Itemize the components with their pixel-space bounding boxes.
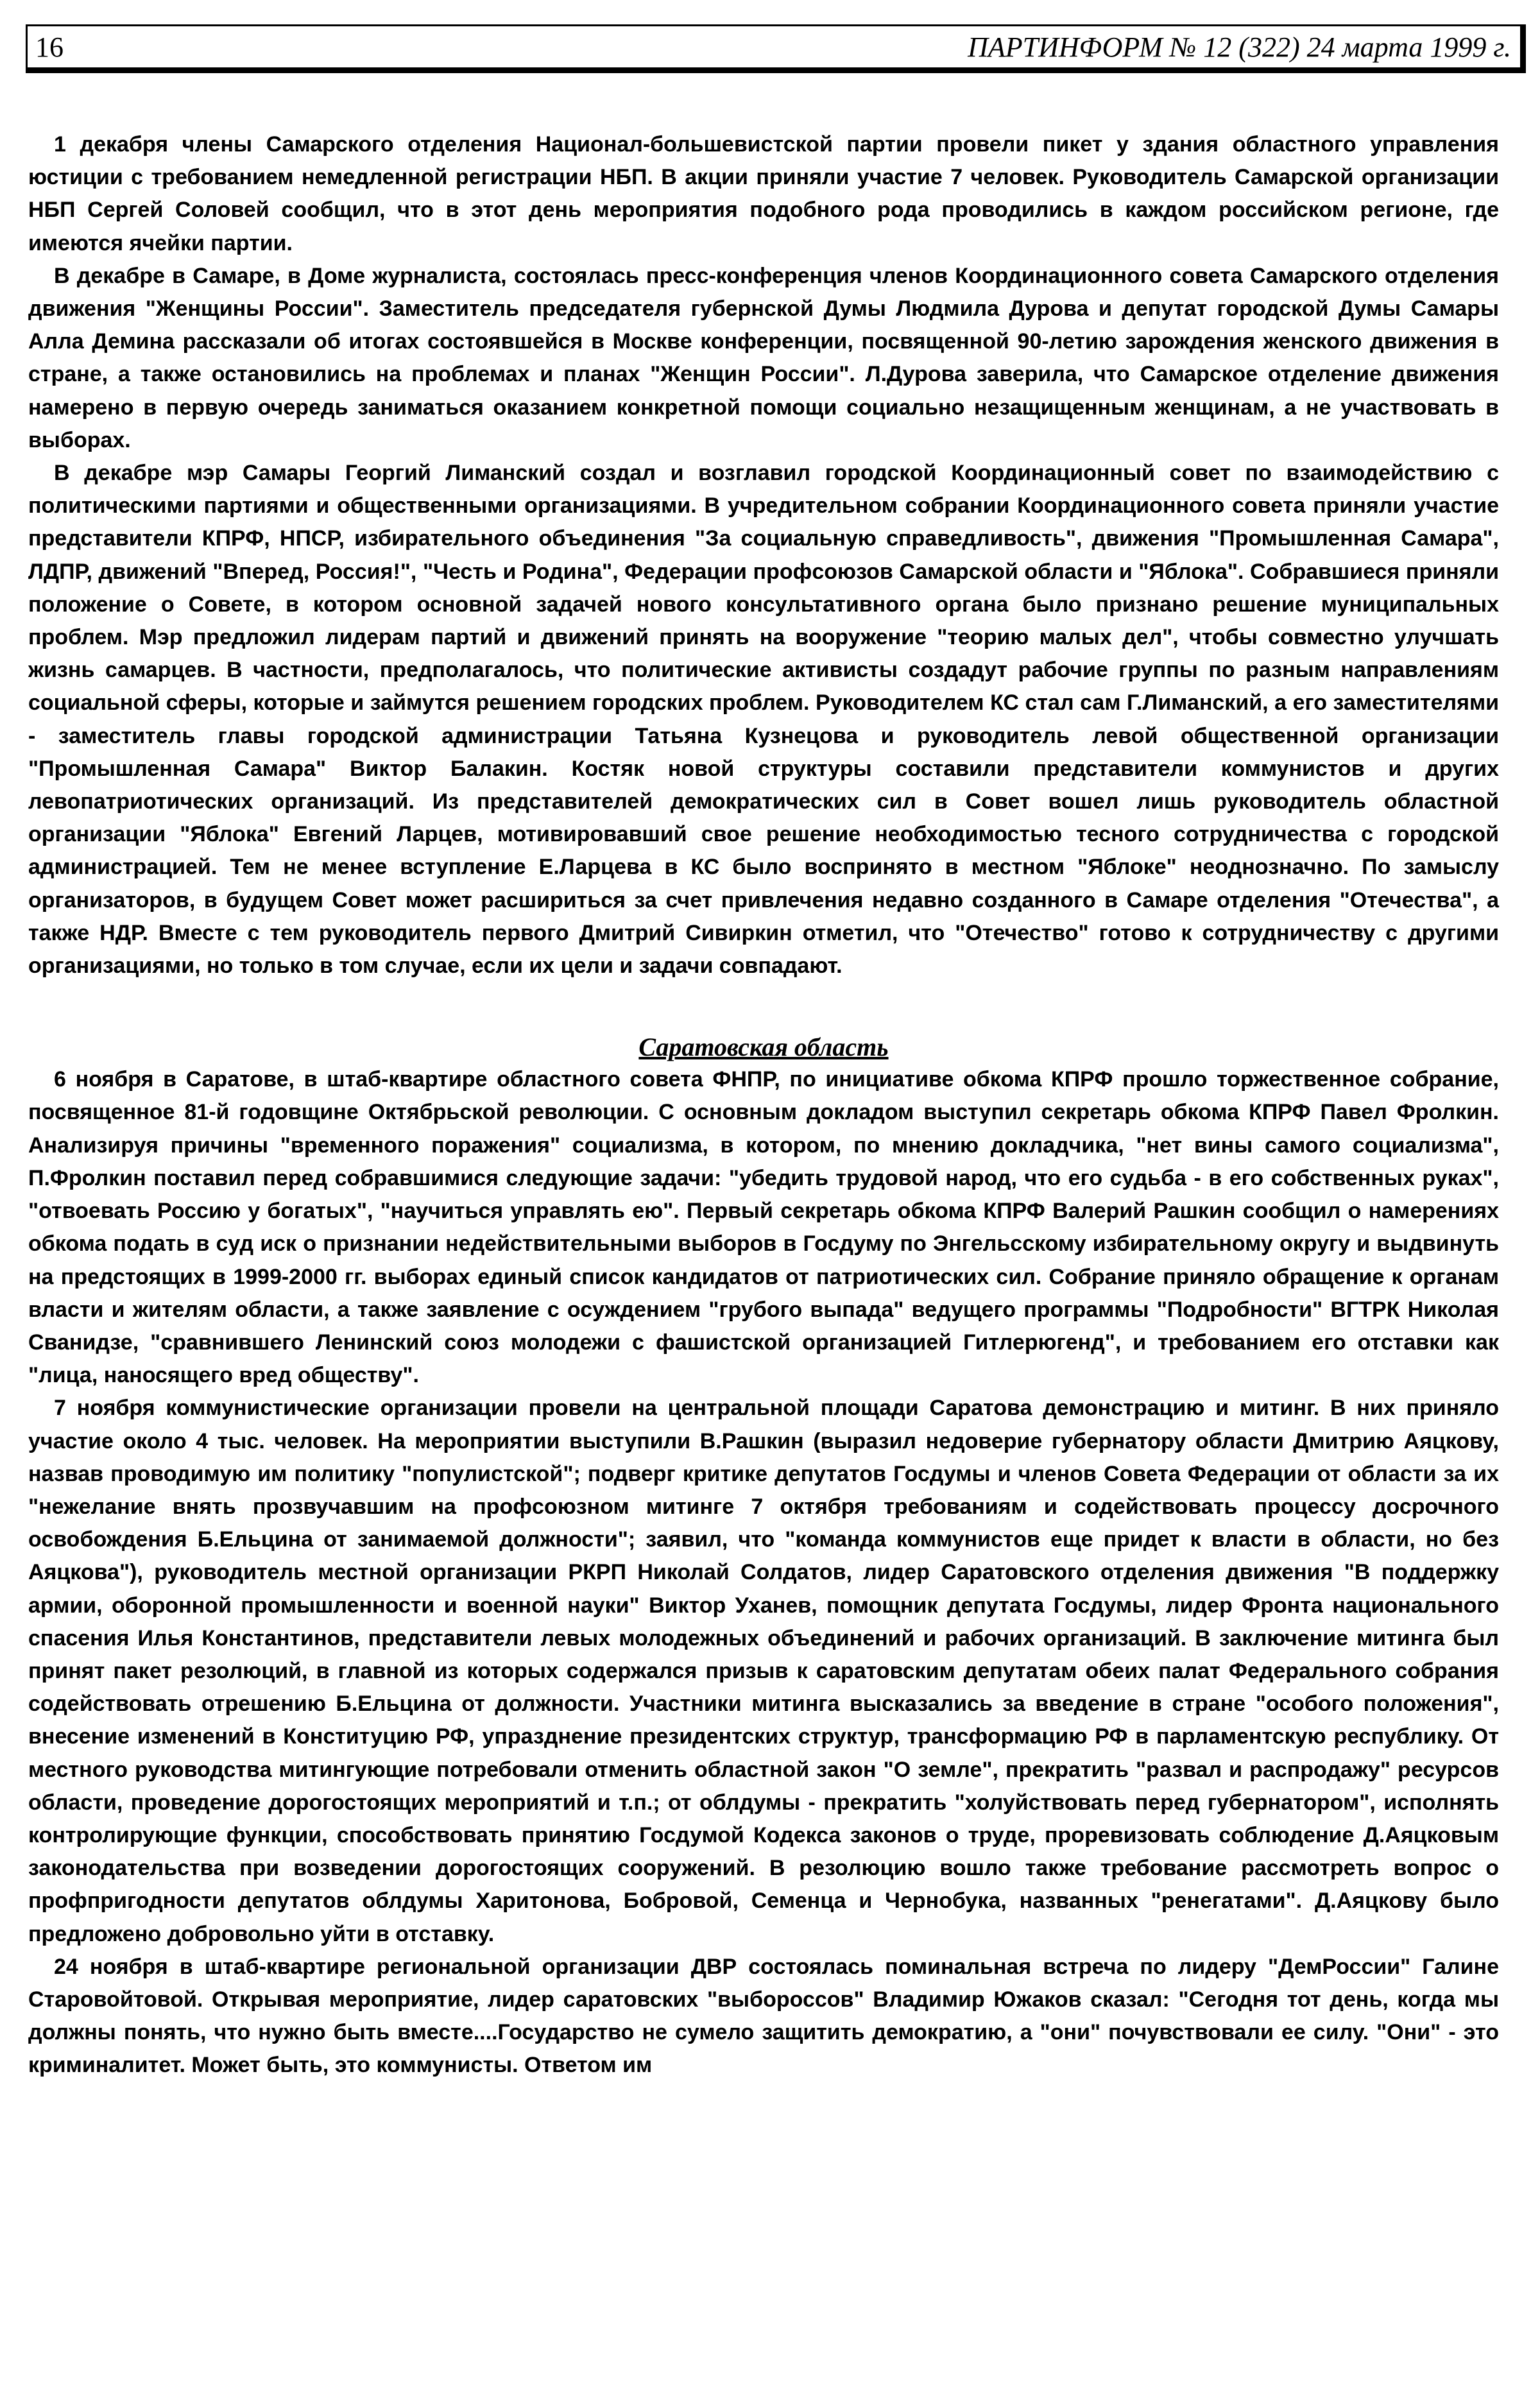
section-title: Саратовская область [638,1032,889,1062]
paragraph: 7 ноября коммунистические организации провели на центральной площади Саратова демонстрацию и митинг. В них приняло участие около 4 тыс. человек. На мероприятии выступили В.Рашкин (выразил недоверие губернатору области Дмитрию Аяцкову, назвав проводимую им политику "популистской"; подверг критике депутатов Госдумы и членов Совета Федерации от области за их "нежелание внять прозвучавшим на профсоюзном митинге 7 октября требованиям и содействовать процессу досрочного освобождения Б.Ельцина от занимаемой должности"; заявил, что "команда коммунистов еще придет к власти в области, но без Аяцкова"), руководитель местной организации РКРП Николай Солдатов, лидер Саратовского отделения движения "В поддержку армии, оборонной промышленности и военной науки" Виктор Уханев, помощник депутата Госдумы, лидер Фронта национального спасения Илья Константинов, представители левых молодежных объединений и рабочих организаций. В заключение митинга был принят пакет резолюций, в главной из которых содержался призыв к саратовским депутатам обеих палат Федерального собрания содействовать отрешению Б.Ельцина от должности. Участники митинга высказались за введение в стране "особого положения", внесение изменений в Конституцию РФ, упразднение президентских структур, трансформацию РФ в парламентскую республику. От местного руководства митингующие потребовали отменить областной закон "О земле", прекратить "развал и распродажу" ресурсов области, проведение дорогостоящих мероприятий и т.п.; от облдумы - прекратить "холуйствовать перед губернатором", исполнять контролирующие функции, способствовать принятию Госдумой Кодекса законов о труде, проревизовать соблюдение Д.Аяцковым законодательства при возведении дорогостоящих сооружений. В резолюцию вошло также требование рассмотреть вопрос о профпригодности депутатов облдумы Харитонова, Бобровой, Семенца и Чернобука, названных "ренегатами". Д.Аяцкову было предложено добровольно уйти в отставку. [28,1396,1499,1946]
article-body [28,128,1499,2082]
paragraph: 6 ноября в Саратове, в штаб-квартире областного совета ФНПР, по инициативе обкома КПРФ прошло торжественное собрание, посвященное 81-й годовщине Октябрьской революции. С основным докладом выступил секретарь обкома КПРФ Павел Фролкин. Анализируя причины "временного поражения" социализма, в котором, по мнению докладчика, "нет вины самого социализма", П.Фролкин поставил перед собравшимися следующие задачи: "убедить трудовой народ, что его судьба - в его собственных руках", "отвоевать Россию у богатых", "научиться управлять ею". Первый секретарь обкома КПРФ Валерий Рашкин сообщил о намерениях обкома подать в суд иск о признании недействительными выборов в Госдуму по Энгельсскому избирательному округу и выдвинуть на предстоящих в 1999-2000 гг. выборах единый список кандидатов от патриотических сил. Собрание приняло обращение к органам власти и жителям области, а также заявление с осуждением "грубого выпада" ведущего программы "Подробности" ВГТРК Николая Сванидзе, "сравнившего Ленинский союз молодежи с фашистской организацией Гитлерюгенд", и требованием его отставки как "лица, наносящего вред обществу". [28,1067,1499,1388]
issue-title: ПАРТИНФОРМ № 12 (322) 24 марта 1999 г. [968,31,1511,63]
paragraph: В декабре мэр Самары Георгий Лиманский создал и возглавил городской Координационный совет по взаимодействию с политическими партиями и общественными организациями. В учредительном собрании Координационного совета приняли участие представители КПРФ, НПСР, избирательного объединения "За социальную справедливость", движения "Промышленная Самара", ЛДПР, движений "Вперед, Россия!", "Честь и Родина", Федерации профсоюзов Самарской области и "Яблока". Собравшиеся приняли положение о Совете, в котором основной задачей нового консультативного органа было признано решение муниципальных проблем. Мэр предложил лидерам партий и движений принять на вооружение "теорию малых дел", чтобы совместно улучшать жизнь самарцев. В частности, предполагалось, что политические активисты создадут рабочие группы по разным направлениям социальной сферы, которые и займутся решением городских проблем. Руководителем КС стал сам Г.Лиманский, а его заместителями - заместитель главы городской администрации Татьяна Кузнецова и руководитель левой общественной организации "Промышленная Самара" Виктор Балакин. Костяк новой структуры составили представители коммунистов и других левопатриотических организаций. Из представителей демократических сил в Совет вошел лишь руководитель областной организации "Яблока" Евгений Ларцев, мотивировавший свое решение необходимостью тесного сотрудничества с городской администрацией. Тем не менее вступление Е.Ларцева в КС было воспринято в местном "Яблоке" неоднозначно. По замыслу организаторов, в будущем Совет может расшириться за счет привлечения недавно созданного в Самаре отделения "Отечества", а также НДР. Вместе с тем руководитель первого Дмитрий Сивиркин отметил, что "Отечество" готово к сотрудничеству с другими организациями, но только в том случае, если их цели и задачи совпадают. [28,461,1499,979]
paragraph: В декабре в Самаре, в Доме журналиста, состоялась пресс-конференция членов Координационного совета Самарского отделения движения "Женщины России". Заместитель председателя губернской Думы Людмила Дурова и депутат городской Думы Самары Алла Демина рассказали об итогах состоявшейся в Москве конференции, посвященной 90-летию зарождения женского движения в стране, а также остановились на проблемах и планах "Женщин России". Л.Дурова заверила, что Самарское отделение движения намерено в первую очередь заниматься оказанием конкретной помощи социально незащищенным женщинам, а не участвовать в выборах. [28,263,1499,452]
page-header [26,24,1526,73]
paragraph: 24 ноября в штаб-квартире региональной организации ДВР состоялась поминальная встреча по лидеру "ДемРоссии" Галине Старовойтовой. Открывая мероприятие, лидер саратовских "выбороссов" Владимир Южаков сказал: "Сегодня тот день, когда мы должны понять, что нужно быть вместе....Государство не сумело защитить демократию, а "они" почувствовали ее силу. "Они" - это криминалитет. Может быть, это коммунисты. Ответом им [28,1954,1499,2078]
paragraph: 1 декабря члены Самарского отделения Национал-большевистской партии провели пикет у здания областного управления юстиции с требованием немедленной регистрации НБП. В акции приняли участие 7 человек. Руководитель Самарской организации НБП Сергей Соловей сообщил, что в этот день мероприятия подобного рода проводились в каждом российском регионе, где имеются ячейки партии. [28,132,1499,255]
page-number: 16 [35,31,64,63]
